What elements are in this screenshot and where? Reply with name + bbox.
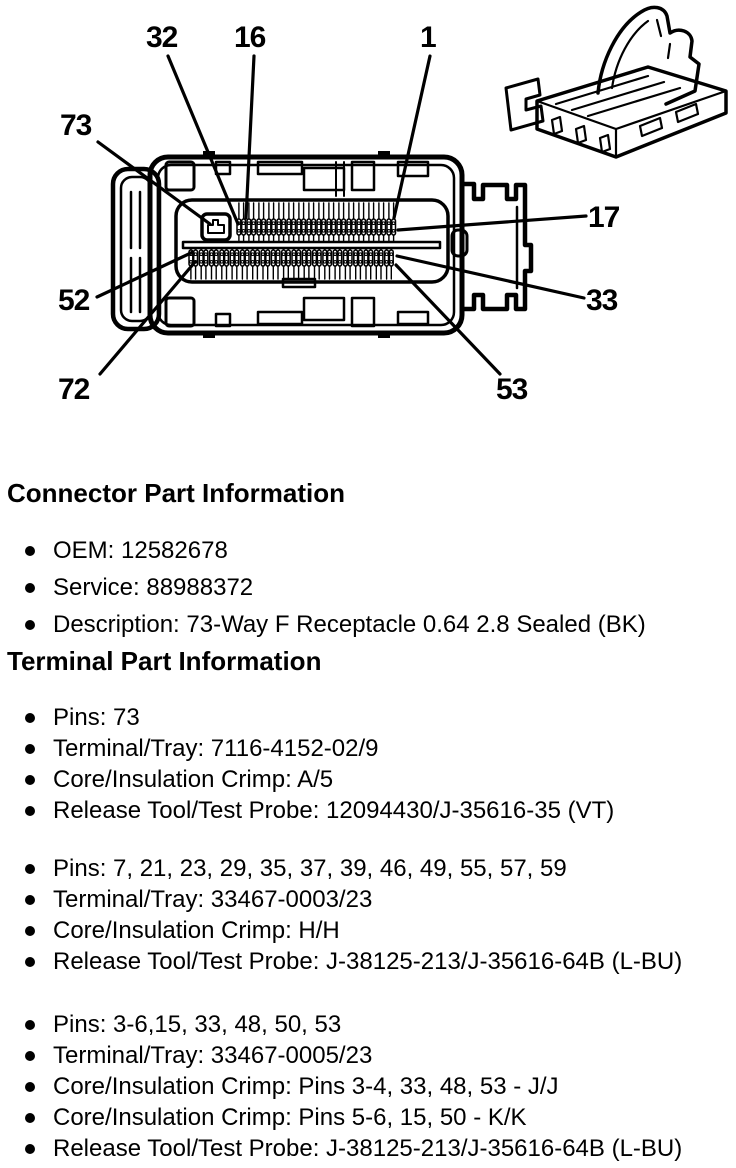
bullet-icon: [25, 957, 35, 967]
callout-label-1: 1: [420, 21, 436, 54]
callout-label-73: 73: [60, 109, 92, 142]
oem-value: OEM: 12582678: [53, 536, 228, 564]
callout-label-33: 33: [586, 284, 618, 317]
terminal-tray-value: Terminal/Tray: 7116-4152-02/9: [53, 734, 379, 762]
list-item: [25, 1009, 736, 1040]
terminal-group-1: [0, 702, 736, 826]
callout-label-53: 53: [496, 373, 528, 406]
list-item: [25, 795, 736, 826]
list-item: [25, 853, 736, 884]
callout-label-52: 52: [58, 284, 90, 317]
crimp-value: Core/Insulation Crimp: H/H: [53, 916, 340, 944]
list-item: [25, 1040, 736, 1071]
list-item: [25, 569, 736, 606]
bullet-icon: [25, 1082, 35, 1092]
bullet-icon: [25, 1144, 35, 1154]
bullet-icon: [25, 926, 35, 936]
callout-label-32: 32: [146, 21, 178, 54]
connector-diagram: [0, 0, 736, 460]
bullet-icon: [25, 864, 35, 874]
right-cover: [462, 184, 531, 309]
bullet-icon: [25, 895, 35, 905]
callout-label-16: 16: [234, 21, 266, 54]
terminal-tray-value: Terminal/Tray: 33467-0005/23: [53, 1041, 373, 1069]
leader-17: [398, 216, 586, 230]
terminal-group-2: [0, 853, 736, 977]
callout-label-17: 17: [588, 201, 620, 234]
pin-row-bottom: [189, 248, 393, 279]
connector-part-information-heading: Connector Part Information: [7, 478, 346, 508]
list-item: [25, 532, 736, 569]
bullet-icon: [25, 1051, 35, 1061]
callout-label-72: 72: [58, 373, 90, 406]
terminal-group-3: [0, 1009, 736, 1164]
bullet-icon: [25, 1113, 35, 1123]
pins-value: Pins: 73: [53, 703, 140, 731]
leader-33: [397, 256, 584, 298]
list-item: [25, 733, 736, 764]
release-tool-value: Release Tool/Test Probe: J-38125-213/J-35616-64B (L-BU): [53, 947, 683, 975]
pins-value: Pins: 3-6,15, 33, 48, 50, 53: [53, 1010, 342, 1038]
list-item: [25, 1102, 736, 1133]
bullet-icon: [25, 775, 35, 785]
connector-face-drawing: [0, 0, 736, 460]
list-item: [25, 606, 736, 643]
list-item: [25, 702, 736, 733]
pins-value: Pins: 7, 21, 23, 29, 35, 37, 39, 46, 49, 55, 57, 59: [53, 854, 567, 882]
connector-body: [150, 157, 467, 333]
bullet-icon: [25, 744, 35, 754]
list-item: [25, 764, 736, 795]
pin-row-top: [237, 203, 396, 242]
list-item: [25, 1071, 736, 1102]
bullet-icon: [25, 546, 35, 556]
bullet-icon: [25, 1020, 35, 1030]
bullet-icon: [25, 583, 35, 593]
service-value: Service: 88988372: [53, 573, 254, 601]
list-item: [25, 915, 736, 946]
crimp-value-kk: Core/Insulation Crimp: Pins 5-6, 15, 50 - K/K: [53, 1103, 527, 1131]
release-tool-value: Release Tool/Test Probe: 12094430/J-35616-35 (VT): [53, 796, 615, 824]
crimp-value: Core/Insulation Crimp: A/5: [53, 765, 334, 793]
terminal-tray-value: Terminal/Tray: 33467-0003/23: [53, 885, 373, 913]
bullet-icon: [25, 620, 35, 630]
release-tool-value: Release Tool/Test Probe: J-38125-213/J-35616-64B (L-BU): [53, 1134, 683, 1162]
bullet-icon: [25, 713, 35, 723]
connector-3d-view: [506, 7, 726, 157]
terminal-part-information-heading: Terminal Part Information: [7, 646, 322, 676]
list-item: [25, 884, 736, 915]
description-value: Description: 73-Way F Receptacle 0.64 2.8 Sealed (BK): [53, 610, 646, 638]
list-item: [25, 1133, 736, 1164]
leader-53: [396, 265, 500, 374]
crimp-value-jj: Core/Insulation Crimp: Pins 3-4, 33, 48, 53 - J/J: [53, 1072, 559, 1100]
leader-1: [394, 56, 430, 218]
bullet-icon: [25, 806, 35, 816]
pin-73-cavity: [202, 214, 230, 240]
leader-16: [246, 56, 254, 218]
list-item: [25, 946, 736, 977]
connector-part-list: [0, 532, 736, 643]
